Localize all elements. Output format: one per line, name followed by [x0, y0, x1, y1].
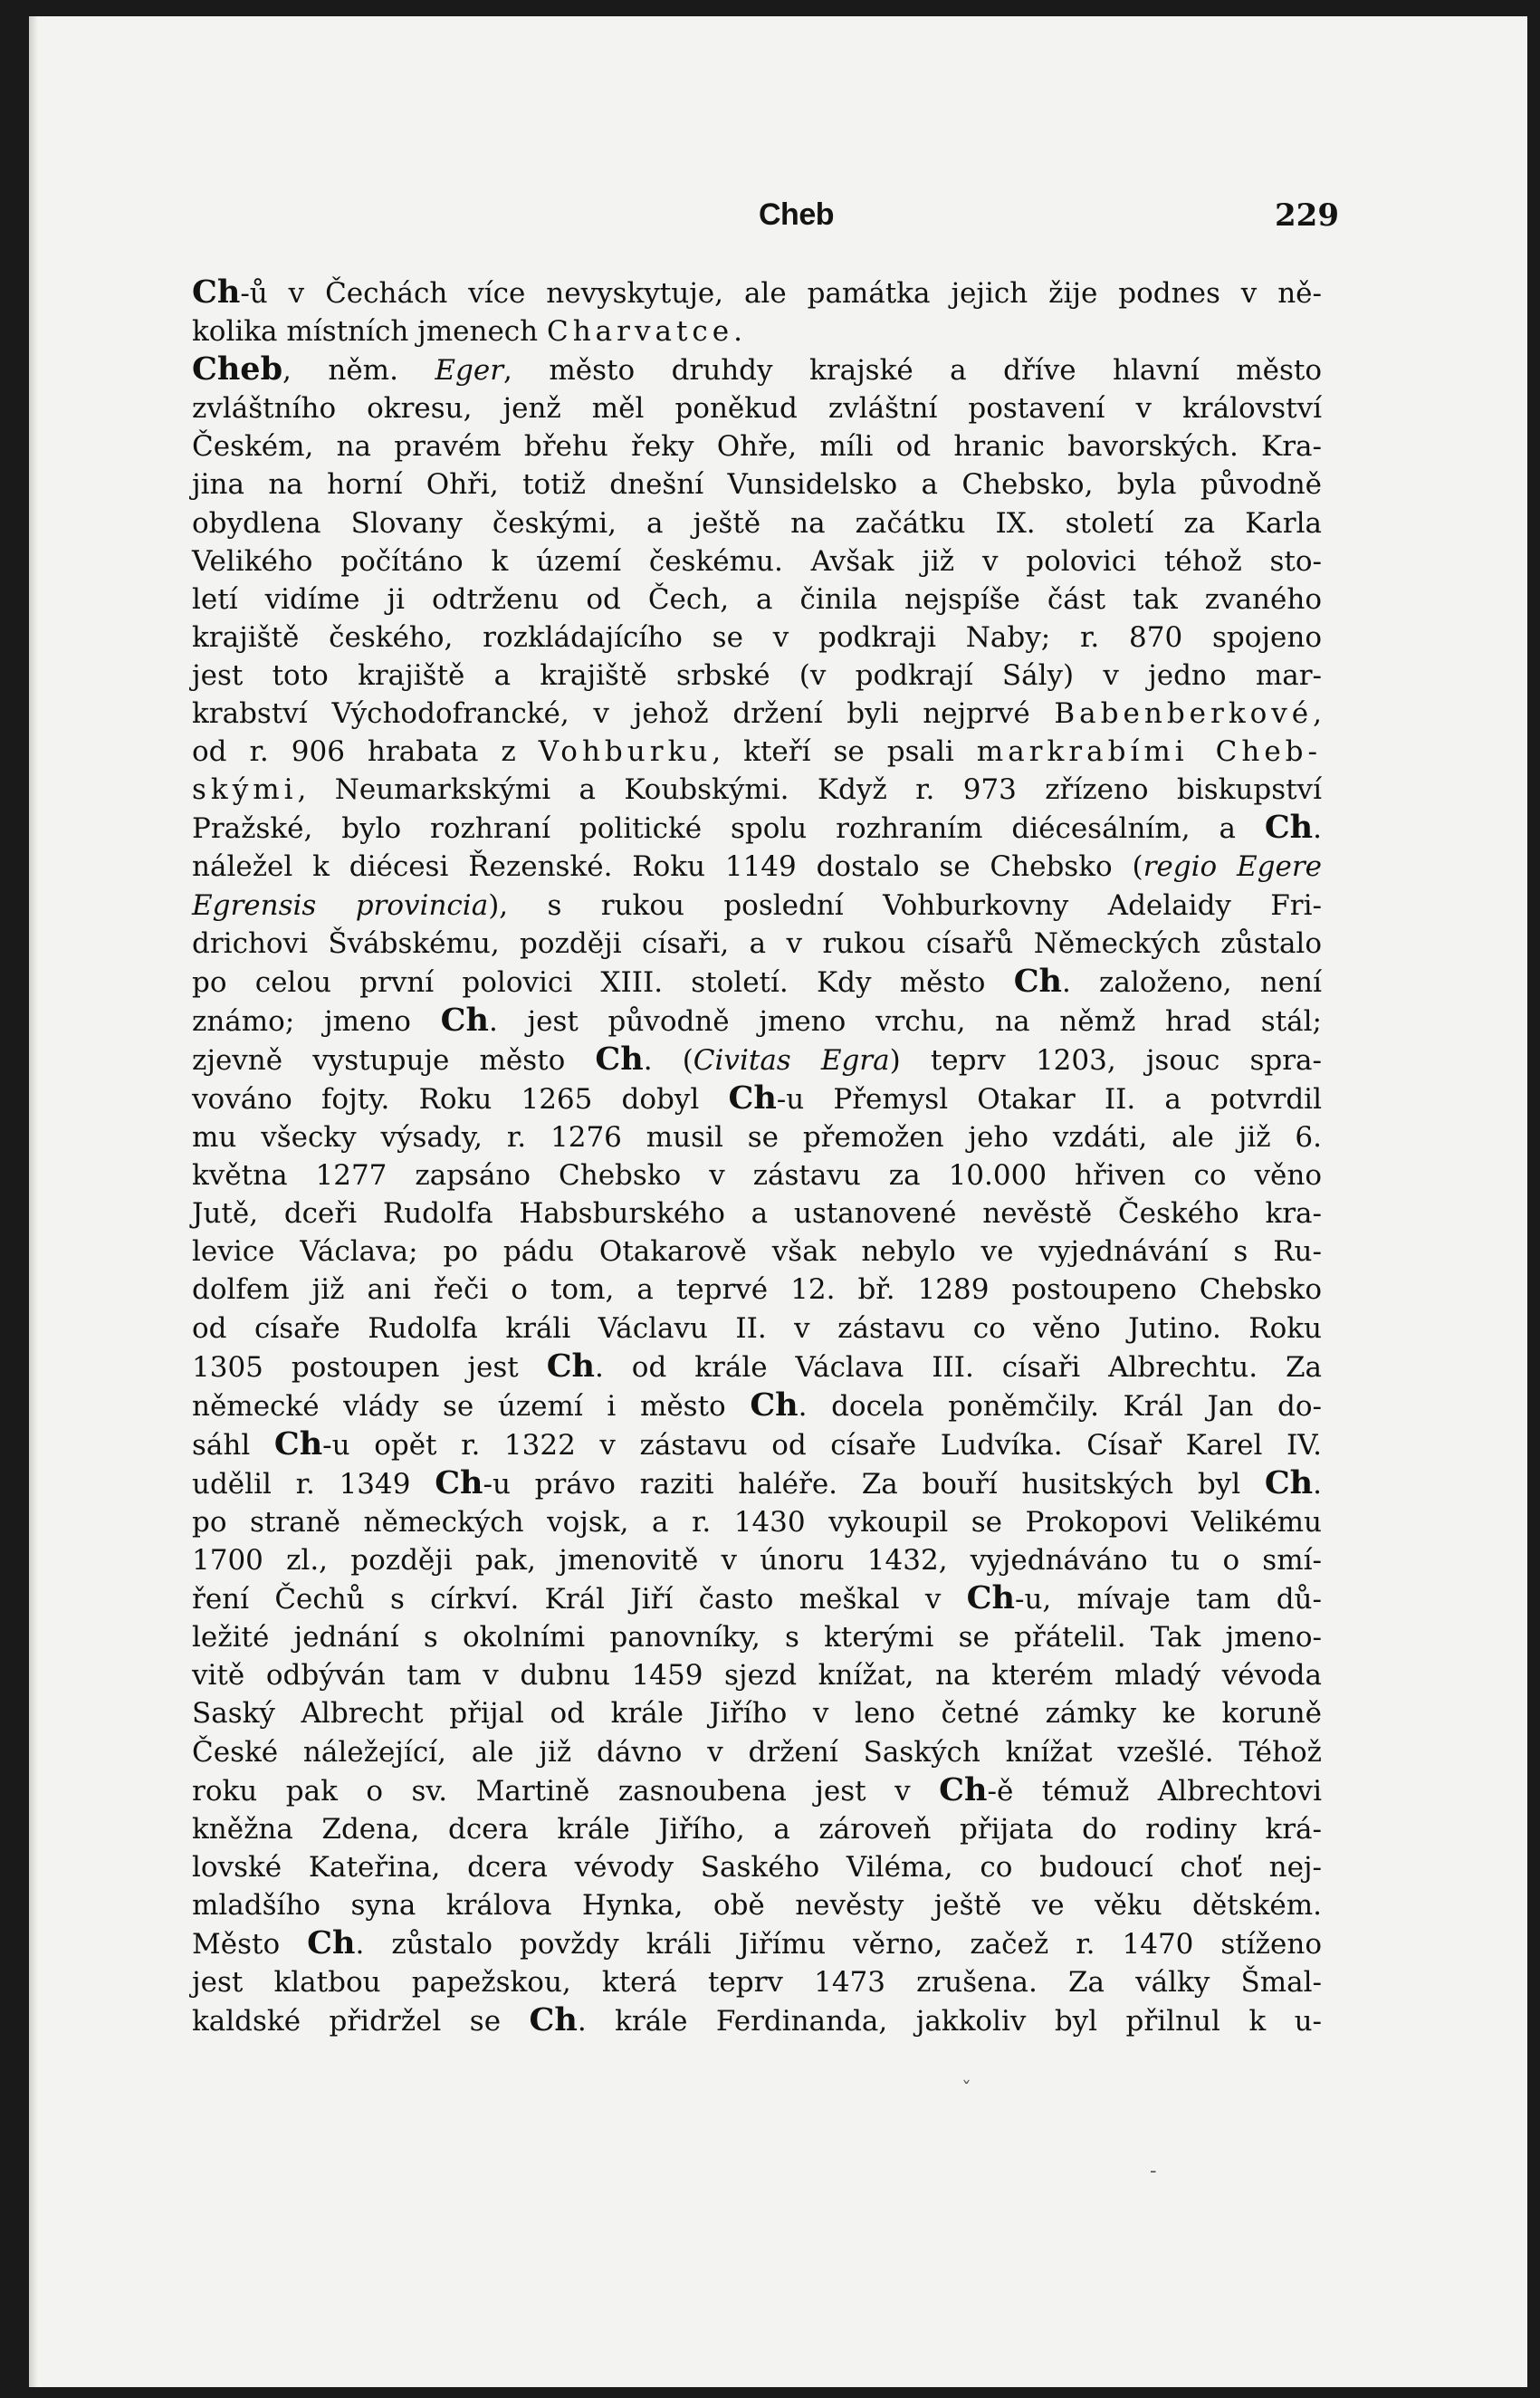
text-run: kaldské přidržel se [192, 2005, 530, 2038]
headword-abbrev: Ch [273, 1424, 323, 1463]
text-run: , [1313, 697, 1322, 731]
text-run: roku pak o sv. Martině zasnoubena jest v [192, 1774, 940, 1808]
text-run: . založeno, není [1062, 965, 1323, 999]
text-run: obydlena Slovany českými, a ještě na začátku IX. století za Karla [192, 506, 1322, 540]
text-run: . docela poněmčily. Král Jan do- [798, 1389, 1322, 1423]
text-run: vitě odbýván tam v dubnu 1459 sjezd knížat, na kterém mladý vévoda [192, 1659, 1322, 1693]
text-run: , něm. [282, 354, 435, 388]
text-run: Saský Albrecht přijal od krále Jiřího v leno četné zámky ke koruně [192, 1697, 1322, 1731]
text-run: . jest původně jmeno vrchu, na němž hrad stál; [488, 1004, 1322, 1038]
headword-abbrev: Ch [1264, 809, 1314, 847]
text-run: , kteří se psali [712, 735, 977, 769]
text-run: zjevně vystupuje město [192, 1043, 596, 1077]
text-run: udělil r. 1349 [192, 1467, 435, 1501]
text-run: jest toto krajiště a krajiště srbské (v podkrají Sály) v jedno mar- [192, 658, 1322, 692]
text-line [192, 1810, 1322, 1848]
text-run: Jutě, dceři Rudolfa Habsburského a ustanovené nevěstě Českého kra- [192, 1197, 1322, 1231]
text-run: krabství Východofrancké, v jehož držení byli nejprvé [192, 697, 1055, 731]
text-line [192, 389, 1322, 427]
text-run: od císaře Rudolfa králi Václavu II. v zástavu co věno Jutino. Roku [192, 1311, 1322, 1345]
text-run: , město druhdy krajské a dříve hlavní město [503, 354, 1322, 388]
text-line [192, 312, 1322, 350]
text-run: . ( [643, 1043, 693, 1077]
scan-speck: ˇ [961, 2079, 971, 2102]
text-run: dolfem již ani řeči o tom, a teprvé 12. bř. 1289 postoupeno Chebsko [192, 1273, 1322, 1307]
text-run: ření Čechů s církví. Král Jiří často meškal v [192, 1583, 967, 1616]
text-run: Město [192, 1928, 308, 1962]
running-header [0, 197, 1540, 234]
text-run: května 1277 zapsáno Chebsko v zástavu za 10.000 hřiven co věno [192, 1159, 1322, 1193]
text-run: kolika místních jmenech [192, 315, 547, 349]
headword-abbrev: Ch [192, 273, 241, 311]
text-line [192, 771, 1322, 809]
text-run: ležité jednání s okolními panovníky, s kterými se přátelil. Tak jmeno- [192, 1621, 1322, 1655]
text-run: zvláštního okresu, jenž měl poněkud zvláštní postavení v království [192, 392, 1322, 426]
text-run: regio Egere [1143, 850, 1322, 884]
page-number: 229 [1275, 197, 1339, 234]
text-line [192, 1541, 1322, 1579]
text-line [192, 848, 1322, 886]
text-run: Charvatce [546, 315, 734, 349]
text-run: České náležející, ale již dávno v držení Saských knížat vzešlé. Téhož [192, 1735, 1322, 1769]
headword-abbrev: Ch [440, 1001, 489, 1039]
text-run: 1305 postoupen jest [192, 1350, 547, 1384]
text-line [192, 809, 1322, 848]
headword-abbrev: Ch [595, 1040, 644, 1078]
text-line [192, 1156, 1322, 1194]
text-run: mu všecky výsady, r. 1276 musil se přemožen jeho vzdáti, ale již 6. [192, 1121, 1322, 1155]
text-line [192, 1618, 1322, 1656]
text-run: Českém, na pravém břehu řeky Ohře, míli od hranic bavorských. Kra- [192, 430, 1322, 464]
text-line [192, 427, 1322, 465]
text-line [192, 657, 1322, 695]
headword-abbrev: Ch [307, 1924, 356, 1962]
text-run: -u opět r. 1322 v zástavu od císaře Ludvíka. Císař Karel IV. [322, 1428, 1323, 1462]
text-line [192, 1464, 1322, 1503]
text-line [192, 1963, 1322, 2001]
headword-abbrev: Ch [966, 1579, 1015, 1617]
text-run: náležel k diécesi Řezenské. Roku 1149 dostalo se Chebsko ( [192, 850, 1143, 884]
text-run: po celou první polovici XIII. století. Kdy město [192, 965, 1014, 999]
text-line [192, 2001, 1322, 2040]
text-run: Pražské, bylo rozhraní politické spolu rozhraním diécesálním, a [192, 812, 1265, 846]
headword-abbrev: Ch [546, 1347, 596, 1385]
text-run: lovské Kateřina, dcera vévody Saského Viléma, co budoucí choť nej- [192, 1850, 1322, 1884]
text-run: -u Přemysl Otakar II. a potvrdil [776, 1082, 1322, 1116]
text-line [192, 1579, 1322, 1618]
text-run: od r. 906 hrabata z [192, 735, 539, 769]
text-line [192, 580, 1322, 619]
headword-abbrev: Ch [750, 1386, 799, 1424]
text-run: . zůstalo povždy králi Jiřímu věrno, začež r. 1470 stíženo [355, 1928, 1322, 1962]
encyclopedia-entry-text [192, 273, 1322, 2040]
text-run: -ě témuž Albrechtovi [987, 1774, 1322, 1808]
text-line [192, 542, 1322, 580]
text-run: sáhl [192, 1428, 274, 1462]
text-run: -ů v Čechách více nevyskytuje, ale památka jejich žije podnes v ně- [240, 277, 1322, 310]
text-run: Babenberkové [1054, 697, 1314, 731]
text-line [192, 1079, 1322, 1118]
text-run: ), s rukou poslední Vohburkovny Adelaidy Fri- [488, 888, 1323, 922]
text-run: vováno fojty. Roku 1265 dobyl [192, 1082, 729, 1116]
text-run: německé vlády se území i město [192, 1389, 751, 1423]
text-line [192, 1194, 1322, 1233]
text-line [192, 733, 1322, 771]
text-line [192, 1041, 1322, 1079]
text-run: Eger [435, 354, 504, 388]
text-line [192, 1771, 1322, 1810]
text-run: známo; jmeno [192, 1004, 441, 1038]
text-line [192, 925, 1322, 963]
text-run: . od krále Václava III. císaři Albrechtu. Za [595, 1350, 1323, 1384]
text-run: . [1313, 812, 1322, 846]
text-run: markrabími Cheb- [976, 735, 1322, 769]
page-spine-shadow [29, 16, 38, 2387]
text-line [192, 1309, 1322, 1348]
text-line [192, 1886, 1322, 1924]
text-run: Velikého počítáno k území českému. Avšak již v polovici téhož sto- [192, 544, 1322, 578]
text-line [192, 1924, 1322, 1963]
headword-abbrev: Ch [529, 2001, 578, 2039]
text-run: -u právo raziti haléře. Za bouří husitských byl [483, 1467, 1265, 1501]
text-run: -u, mívaje tam dů- [1014, 1583, 1322, 1616]
text-run: mladšího syna králova Hynka, obě nevěsty ještě ve věku dětském. [192, 1888, 1322, 1922]
scan-speck: ‐ [1150, 2160, 1157, 2182]
text-line [192, 1386, 1322, 1425]
text-line [192, 504, 1322, 542]
headword-abbrev: Cheb [192, 350, 283, 388]
text-run: skými [192, 773, 298, 807]
text-line [192, 887, 1322, 925]
headword-abbrev: Ch [1264, 1463, 1314, 1501]
text-line [192, 963, 1322, 1002]
text-line [192, 1348, 1322, 1386]
text-line [192, 1848, 1322, 1886]
text-run: ) teprv 1203, jsouc spra- [889, 1043, 1322, 1077]
text-line [192, 1002, 1322, 1041]
text-run: Vohburku [538, 735, 713, 769]
text-line [192, 1694, 1322, 1732]
text-line [192, 273, 1322, 312]
text-line [192, 695, 1322, 733]
running-title: Cheb [759, 197, 834, 232]
text-line [192, 1656, 1322, 1694]
text-run: . [1313, 1467, 1322, 1501]
text-run: levice Václava; po pádu Otakarově však nebylo ve vyjednávání s Ru- [192, 1235, 1322, 1269]
text-run: jest klatbou papežskou, která teprv 1473 zrušena. Za války Šmal- [192, 1966, 1322, 2000]
text-run: jina na horní Ohři, totiž dnešní Vunsidelsko a Chebsko, byla původně [192, 468, 1322, 502]
text-line [192, 1425, 1322, 1464]
headword-abbrev: Ch [939, 1770, 988, 1808]
text-run: po straně německých vojsk, a r. 1430 vykoupil se Prokopovi Velikému [192, 1506, 1322, 1539]
headword-abbrev: Ch [728, 1079, 777, 1117]
text-line [192, 1233, 1322, 1271]
text-run: . krále Ferdinanda, jakkoliv byl přilnul k u- [577, 2005, 1323, 2038]
text-run: kněžna Zdena, dcera krále Jiřího, a zároveň přijata do rodiny krá- [192, 1812, 1322, 1846]
text-run: drichovi Švábskému, později císaři, a v rukou císařů Německých zůstalo [192, 926, 1322, 960]
text-run: Egrensis provincia [192, 888, 489, 922]
text-line [192, 1733, 1322, 1771]
text-line [192, 619, 1322, 657]
text-line [192, 1503, 1322, 1541]
text-run: krajiště českého, rozkládajícího se v podkraji Naby; r. 870 spojeno [192, 620, 1322, 654]
text-line [192, 1271, 1322, 1309]
text-run: Civitas Egra [693, 1043, 890, 1077]
text-run: . [733, 315, 742, 349]
headword-abbrev: Ch [435, 1463, 483, 1501]
text-line [192, 465, 1322, 504]
text-run: letí vidíme ji odtrženu od Čech, a činila nejspíše část tak zvaného [192, 582, 1322, 616]
text-line [192, 1118, 1322, 1156]
text-line [192, 350, 1322, 389]
headword-abbrev: Ch [1013, 962, 1062, 1000]
text-run: , Neumarkskými a Koubskými. Když r. 973 zřízeno biskupství [297, 773, 1322, 807]
text-run: 1700 zl., později pak, jmenovitě v únoru 1432, vyjednáváno tu o smí- [192, 1544, 1322, 1578]
